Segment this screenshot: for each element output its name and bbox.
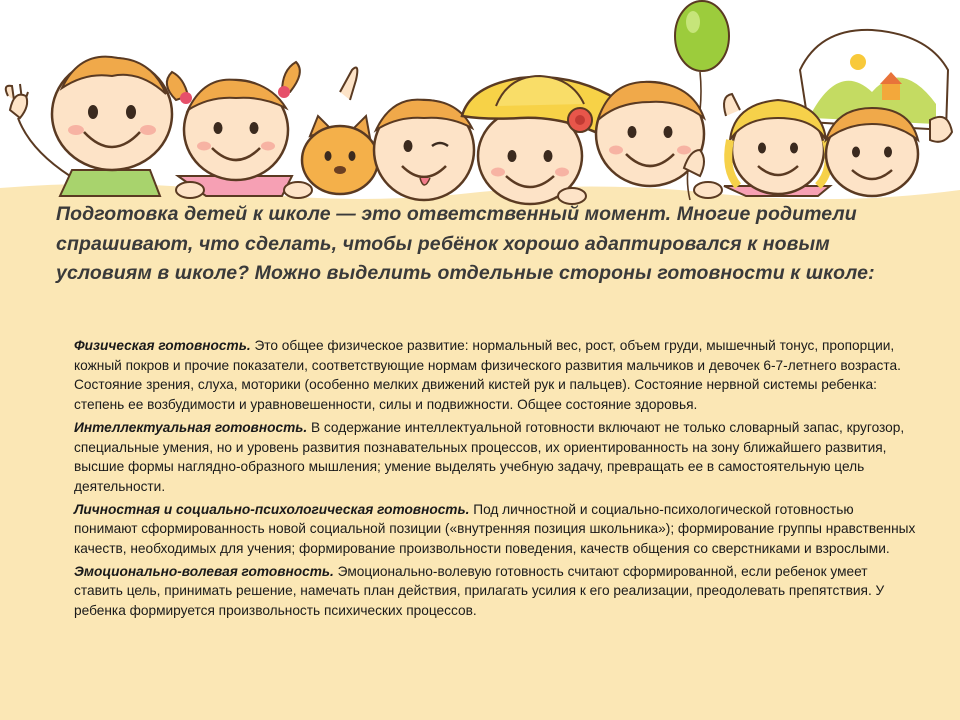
section-physical: [74, 336, 920, 415]
section-term: Физическая готовность.: [74, 338, 251, 353]
section-term: Интеллектуальная готовность.: [74, 419, 308, 435]
section-personal-social: [74, 500, 920, 559]
readiness-list: [74, 336, 920, 624]
section-emotional-volitional: [74, 562, 920, 621]
section-term: Эмоционально-волевая готовность.: [74, 563, 334, 579]
section-text: Эмоционально-волевую готовность считают сформированной, если ребенок умеет ставить цель, принимать решение, намечать план действия, прилагать усилия к его реализации, преодолевать препятствия. У ребенка формируется произвольность психических процессов.: [74, 563, 885, 619]
winking-boy-icon: [374, 100, 474, 200]
slide-heading: Подготовка детей к школе — это ответственный момент. Многие родители спрашивают, что сделать, чтобы ребёнок хорошо адаптировался к новым условиям в школе? Можно выделить отдельные стороны готовности к школе:: [56, 203, 875, 284]
section-text: В содержание интеллектуальной готовности включают не только словарный запас, кругозор, специальные умения, но и уровень развития познавательных процессов, их ориентированность на зону ближайшего развития, высшие формы наглядно-образного мышления; умение выделять учебную задачу, превращать ее в самостоятельную цель деятельности.: [74, 419, 905, 494]
cat-icon: [302, 68, 378, 194]
drawing-boy-icon: [826, 108, 952, 196]
section-text: Под личностной и социально-психологической готовностью понимают сформированность новой социальной позиции («внутренняя позиция школьника»); формирование группы нравственных качеств, необходимых для учения; формирование произвольности поведения, качеств общения со сверстниками и взрослыми.: [74, 501, 916, 557]
waving-child-icon: [6, 57, 172, 196]
section-intellectual: [74, 418, 920, 497]
section-term: Личностная и социально-психологическая готовность.: [74, 501, 470, 517]
section-text: Это общее физическое развитие: нормальный вес, рост, объем груди, мышечный тонус, пропорции, кожный покров и прочие показатели, соответствующие нормам физического развития мальчиков и девочек 6-7-летнего возраста. Состояние зрения, слуха, моторики (особенно мелких движений кистей рук и пальцев). Состояние нервной системы ребенка: степень ее возбудимости и уравновешенности, силы и подвижности. Общее состояние здоровья.: [74, 338, 901, 413]
pigtail-girl-icon: [167, 62, 300, 196]
balloon-boy-icon: [596, 82, 704, 186]
